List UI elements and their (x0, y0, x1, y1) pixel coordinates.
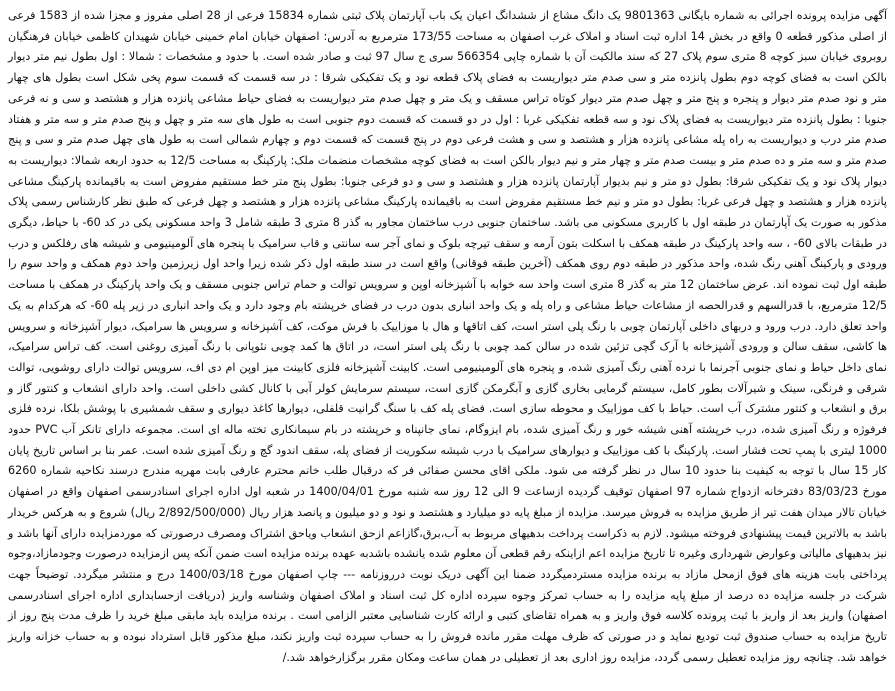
auction-notice-text: آگهی مزایده پرونده اجرائی به شماره بایگانی 9801363 یک دانگ مشاع از ششدانگ اعیان یک باب آپارتمان پلاک ثبتی شماره 15834 فرعی از 28 اصلی مفروز و مجزا شده از 1583 فرعی از اصلی مذکور قطعه 0 واقع در بخش 14 اداره ثبت اسناد و املاک غرب اصفهان به مساحت 173/55 مترمربع به آدرس: اصفهان خیابان امام خمینی خیابان شهیدان کاظمی خیابان فرهنگیان روبروی خیابان سبز کوچه 8 متری سوم پلاک 27 که سند مالکیت آن با شماره چاپی 566354 سری ج سال 97 ثبت و صادر شده است. با حدود و مشخصات : شمالا : اول بطول نیم متر دیوار بالکن است به فضای کوچه دوم بطول پانزده متر و سی صدم متر دیواریست به فضای پلاک قطعه نود و یک تفکیکی شرقا : در سه قسمت که قسمت سوم پخی شکل است بطول های چهار متر و نود صدم متر دیوار و پنجره و پنج متر و چهل صدم متر دیوار کوتاه تراس مسقف و یک متر و چهل صدم متر دیواریست به فضای حیاط مشاعی پانزده هزار و هشتصد و سی و نه فرعی جنوبا : بطول پانزده متر دیواریست به فضای پلاک نود و سه قطعه تفکیکی غربا : اول در دو قسمت که قسمت دوم جنوبی است به طول های سه متر و چهل و پنج صدم متر و سه متر و هفتاد صدم متر درب و دیواریست به راه پله مشاعی پانزده هزار و هشتصد و سی و هشت فرعی دوم در پنج قسمت که قسمت دوم و چهارم شمالی است به طول های چهل صدم متر و سی و پنج صدم متر و سه متر و ده صدم متر و بیست صدم متر و چهار متر و نیم دیوار بالکن است به فضای کوچه مشخصات منضمات ملک: پارکینگ به مساحت 12/5 به حدود اربعه شمالا: دیواریست به دیوار پلاک نود و یک تفکیکی شرقا: بطول دو متر و نیم بدیوار آپارتمان پانزده هزار و هشتصد و سی و دو فرعی جنوبا: بطول پنج متر خط مستقیم مفروض است به باقیمانده پارکینگ مشاعی پانزده هزار و هشتصد و چهل فرعی غربا: بطول دو متر و نیم خط مستقیم مفروض است به باقیمانده پارکینگ مشاعی پانزده هزار و هشتصد و چهل فرعی که طبق نظر کارشناس رسمی پلاک مذکور به صورت یک آپارتمان در طبقه اول با کاربری مسکونی می باشد. ساختمان جنوبی درب ساختمان مجاور به گذر 8 متری 3 طبقه شامل 3 واحد مسکونی یکی در کد 60- با حیاط، دیگری در طبقات بالای 60- ، سه واحد پارکینگ در طبقه همکف با اسکلت بتون آرمه و سقف تیرچه بلوک و نمای آجر سه سانتی و قاب سرامیک با پنجره های آلومینیومی و شیشه های رفلکس و درب ورودی و پارکینگ آهنی رنگ شده، واحد مذکور در طبقه دوم روی همکف (آخرین طبقه فوقانی) واقع است در سند طبقه اول ذکر شده زیرا واحد اول زیرزمین واحد دوم همکف و واحد سوم را طبقه اول ثبت نموده اند. عرض ساختمان 12 متر به گذر 8 متری است واحد سه خوابه با آشپزخانه اوپن و سرویس توالت و حمام تراس جنوبی مسقف و یک واحد پارکینگ در همکف با مساحت 12/5 مترمربع، با قدرالسهم و قدرالحصه از مشاعات حیاط مشاعی و راه پله و یک واحد انباری بدون درب در فضای خرپشته بام وجود دارد و یک واحد انباری در زیر پله 60- که هرکدام به یک واحد تعلق دارد. درب ورود و دربهای داخلی آپارتمان چوبی با رنگ پلی استر است، کف اتاقها و هال با موزاییک با فرش موکت، کف آشپزخانه و سرویس ها سرامیک، دیوار آشپزخانه و سرویس ها کاشی، سقف سالن و ورودی آشپزخانه با آرک گچی تزئین شده در سالن کمد چوبی با رنگ پلی استر است، در اتاق ها کمد چوبی نئوپانی با رنگ آمیزی روغنی است. کف تراس سرامیک، نمای داخل حیاط و نمای جنوبی آجرنما با نرده آهنی رنگ آمیزی شده، و پنجره های آلومینیومی است. کابینت آشپزخانه فلزی کابینت میز اوپن ام دی اف، سرویس توالت دارای روشویی، توالت شرقی و فرنگی، سینک و شیرآلات بطور کامل، سیستم گرمایی بخاری گازی و آبگرمکن گازی است، سیستم سرمایش کولر آبی با کانال کشی داخلی است. واحد دارای انشعاب و کنتور گاز و برق و انشعاب و کنتور مشترک آب است. حیاط با کف موزاییک و محوطه سازی است. فضای پله کف با سنگ گرانیت قلفلی، دیوارها کاغذ دیواری و سقف شمشیری با پوشش بلکا، نرده فلزی فرفوژه و رنگ آمیزی شده، درب خرپشته آهنی شیشه خور و رنگ آمیزی شده، بام ایزوگام، نمای جانپناه و خرپشته در بام سیمانکاری تخته ماله ای است. مجموعه دارای تانکر آب PVC حدود 1000 لیتری با پمپ تحت فشار است. پارکینگ با کف موزاییک و دیوارهای سرامیک با درب شیشه سکوریت از فضای پله، سقف اندود گچ و رنگ آمیزی شده است. عمر بنا بر اساس تاریخ پایان کار 15 سال با توجه به کیفیت بنا حدود 10 سال در نظر گرفته می شود. ملکی اقای محسن صفائی فر که درقبال طلب خانم محترم عارفی بابت مهریه مندرج درسند نکاحیه شماره 6260 مورخ 83/03/23 دفترخانه ازدواج شماره 97 اصفهان توقیف گردیده ازساعت 9 الی 12 روز سه شنبه مورخ 1400/04/01 در شعبه اول اداره اجرای اسنادرسمی اصفهان واقع در اصفهان خیابان تالار میدان هفت تیر از طریق مزایده به فروش میرسد. مزایده از مبلغ پایه دو میلیارد و هشتصد و نود و دو میلیون و پانصد هزار ریال (2/892/500/000 ریال) شروع و به هرکس خریدار باشد به بالاترین قیمت پیشنهادی فروخته میشود. لازم به ذکراست پرداخت بدهیهای مربوط به آب،برق،گازاعم ازحق انشعاب وياحق اشتراک ومصرف درصورتی که موردمزایده دارای آنها باشد و نیز بدهیهای مالیاتی وعوارض شهرداری وغیره تا تاریخ مزایده اعم ازاینکه رقم قطعی آن معلوم شده یانشده باشدبه عهده برنده مزایده است ضمن آنکه پس ازمزایده درصورت وجودمازاد،وجوه پرداختی بابت هزینه های فوق ازمحل مازاد به برنده مزایده مستردمیگردد ضمنا این آگهی دریک نوبت درروزنامه --- چاپ اصفهان مورخ 1400/03/18 درج و منتشر میگردد. توضیحاً جهت شرکت در جلسه مزایده ده درصد از مبلغ پایه مزایده را به حساب تمرکز وجوه سپرده اداره کل ثبت اسناد و املاک اصفهان وشناسه واریز (دریافت ازحسابداری اداره اجرای اسنادرسمی اصفهان) واریز بعد از واریز با ثبت پرونده کلاسه فوق واریز و به همراه تقاضای کتبی و ارائه کارت شناسایی معتبر الزامی است . برنده مزایده باید مابقی مبلغ خرید را ظرف مدت پنج روز از تاریخ مزایده به حساب صندوق ثبت تودیع نماید و در صورتی که ظرف مهلت مقرر مانده فروش را به حساب سپرده ثبت واریز نکند، مبلغ مذکور قابل استرداد نبوده و به حساب خزانه واریز خواهد شد. چنانچه روز مزایده تعطیل رسمی گردد، مزایده روز اداری بعد از تعطیلی در همان ساعت ومکان مقرر برگزارخواهد شد./ (8, 9, 888, 664)
